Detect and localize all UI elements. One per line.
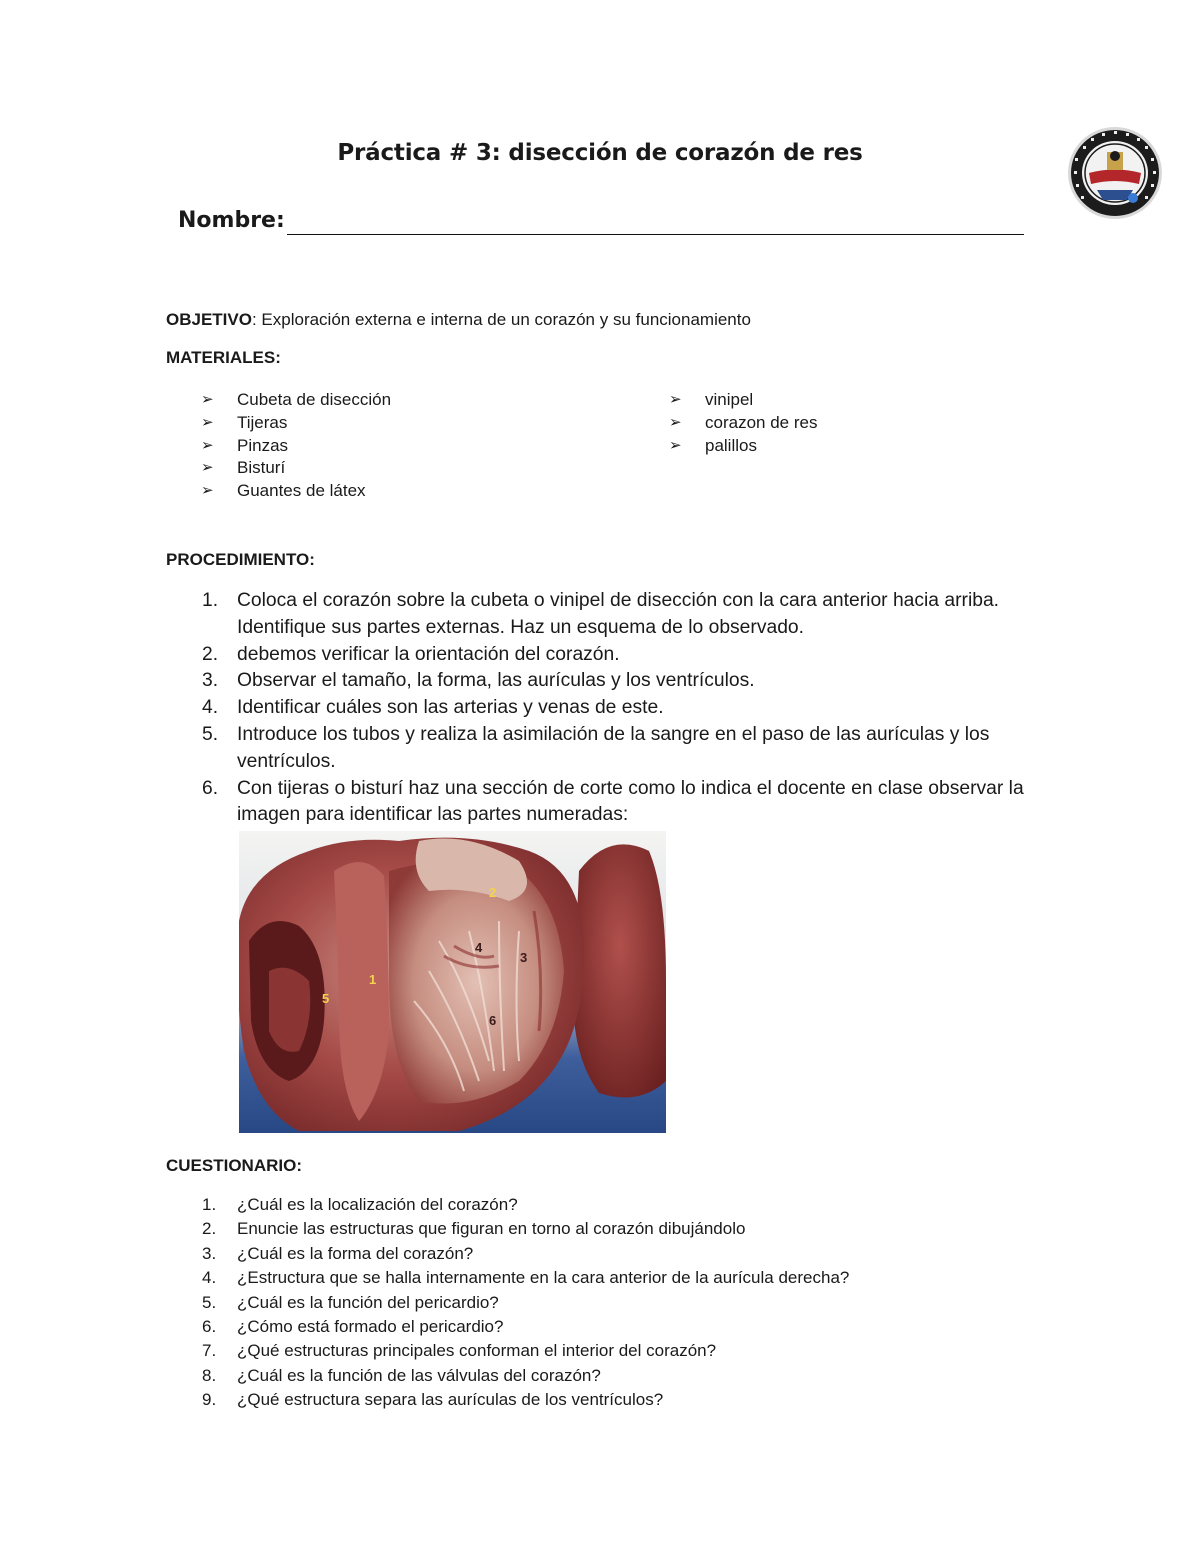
questionnaire-heading: CUESTIONARIO: <box>166 1156 302 1175</box>
list-item: ➢ Cubeta de disección <box>201 389 391 412</box>
arrow-bullet-icon: ➢ <box>201 459 214 477</box>
school-seal-logo <box>1067 126 1163 220</box>
list-item: ➢ Guantes de látex <box>201 480 391 503</box>
list-item: 1. Coloca el corazón sobre la cubeta o vinipel de disección con la cara anterior hacia arriba. Identifique sus partes externas. Haz un esquema de lo observado. <box>202 590 1000 638</box>
photo-label-2: 2 <box>489 885 497 900</box>
procedure-list <box>166 588 1046 829</box>
list-item: 6. Con tijeras o bisturí haz una sección de corte como lo indica el docente en clase observar la imagen para identificar las partes numeradas: <box>202 777 1024 826</box>
list-item: 1. ¿Cuál es la localización del corazón? <box>202 1195 518 1214</box>
procedure-heading: PROCEDIMIENTO: <box>166 550 315 569</box>
list-item: 5. Introduce los tubos y realiza la asimilación de la sangre en el paso de las aurículas y los ventrículos. <box>202 723 990 772</box>
arrow-bullet-icon: ➢ <box>201 436 214 454</box>
name-label: Nombre: <box>178 208 285 233</box>
list-item: 5. ¿Cuál es la función del pericardio? <box>202 1292 499 1312</box>
arrow-bullet-icon: ➢ <box>201 482 214 500</box>
list-item: ➢ corazon de res <box>669 412 817 435</box>
arrow-bullet-icon: ➢ <box>201 391 214 408</box>
list-item: 8. ¿Cuál es la función de las válvulas del corazón? <box>202 1365 601 1385</box>
objective-text: : Exploración externa e interna de un corazón y su funcionamiento <box>251 310 751 329</box>
list-item: ➢ Bisturí <box>201 457 391 480</box>
photo-label-5: 5 <box>322 991 330 1006</box>
list-item: ➢ palillos <box>669 435 817 458</box>
list-item: 2. debemos verificar la orientación del corazón. <box>202 643 620 665</box>
list-item: 3. ¿Cuál es la forma del corazón? <box>202 1243 474 1263</box>
list-item: 4. Identificar cuáles son las arterias y venas de este. <box>202 697 664 719</box>
arrow-bullet-icon: ➢ <box>669 436 682 454</box>
photo-label-6: 6 <box>489 1013 497 1028</box>
photo-label-4: 4 <box>475 940 483 955</box>
list-item: 3. Observar el tamaño, la forma, las aurículas y los ventrículos. <box>202 670 755 692</box>
list-item: ➢ vinipel <box>669 389 817 412</box>
name-input-line[interactable] <box>287 234 1024 235</box>
page-title: Práctica # 3: disección de corazón de res <box>337 140 863 166</box>
arrow-bullet-icon: ➢ <box>669 413 682 431</box>
list-item: ➢ Pinzas <box>201 435 391 458</box>
materials-list-right <box>669 389 817 457</box>
materials-list-left <box>201 389 391 503</box>
photo-label-1: 1 <box>369 972 377 987</box>
list-item: 2. Enuncie las estructuras que figuran en torno al corazón dibujándolo <box>202 1219 746 1239</box>
objective-label: OBJETIVO <box>166 310 252 329</box>
arrow-bullet-icon: ➢ <box>201 413 214 431</box>
list-item: 9. ¿Qué estructura separa las aurículas de los ventrículos? <box>202 1390 664 1410</box>
heart-dissection-photo <box>239 831 666 1133</box>
list-item: ➢ Tijeras <box>201 412 391 435</box>
list-item: 6. ¿Cómo está formado el pericardio? <box>202 1317 504 1337</box>
objective <box>166 310 751 330</box>
list-item: 7. ¿Qué estructuras principales conforman el interior del corazón? <box>202 1341 717 1361</box>
arrow-bullet-icon: ➢ <box>669 391 682 408</box>
questionnaire-list <box>166 1193 1046 1413</box>
photo-label-3: 3 <box>520 950 528 965</box>
list-item: 4. ¿Estructura que se halla internamente en la cara anterior de la aurícula derecha? <box>202 1268 850 1288</box>
materials-heading: MATERIALES: <box>166 348 281 367</box>
